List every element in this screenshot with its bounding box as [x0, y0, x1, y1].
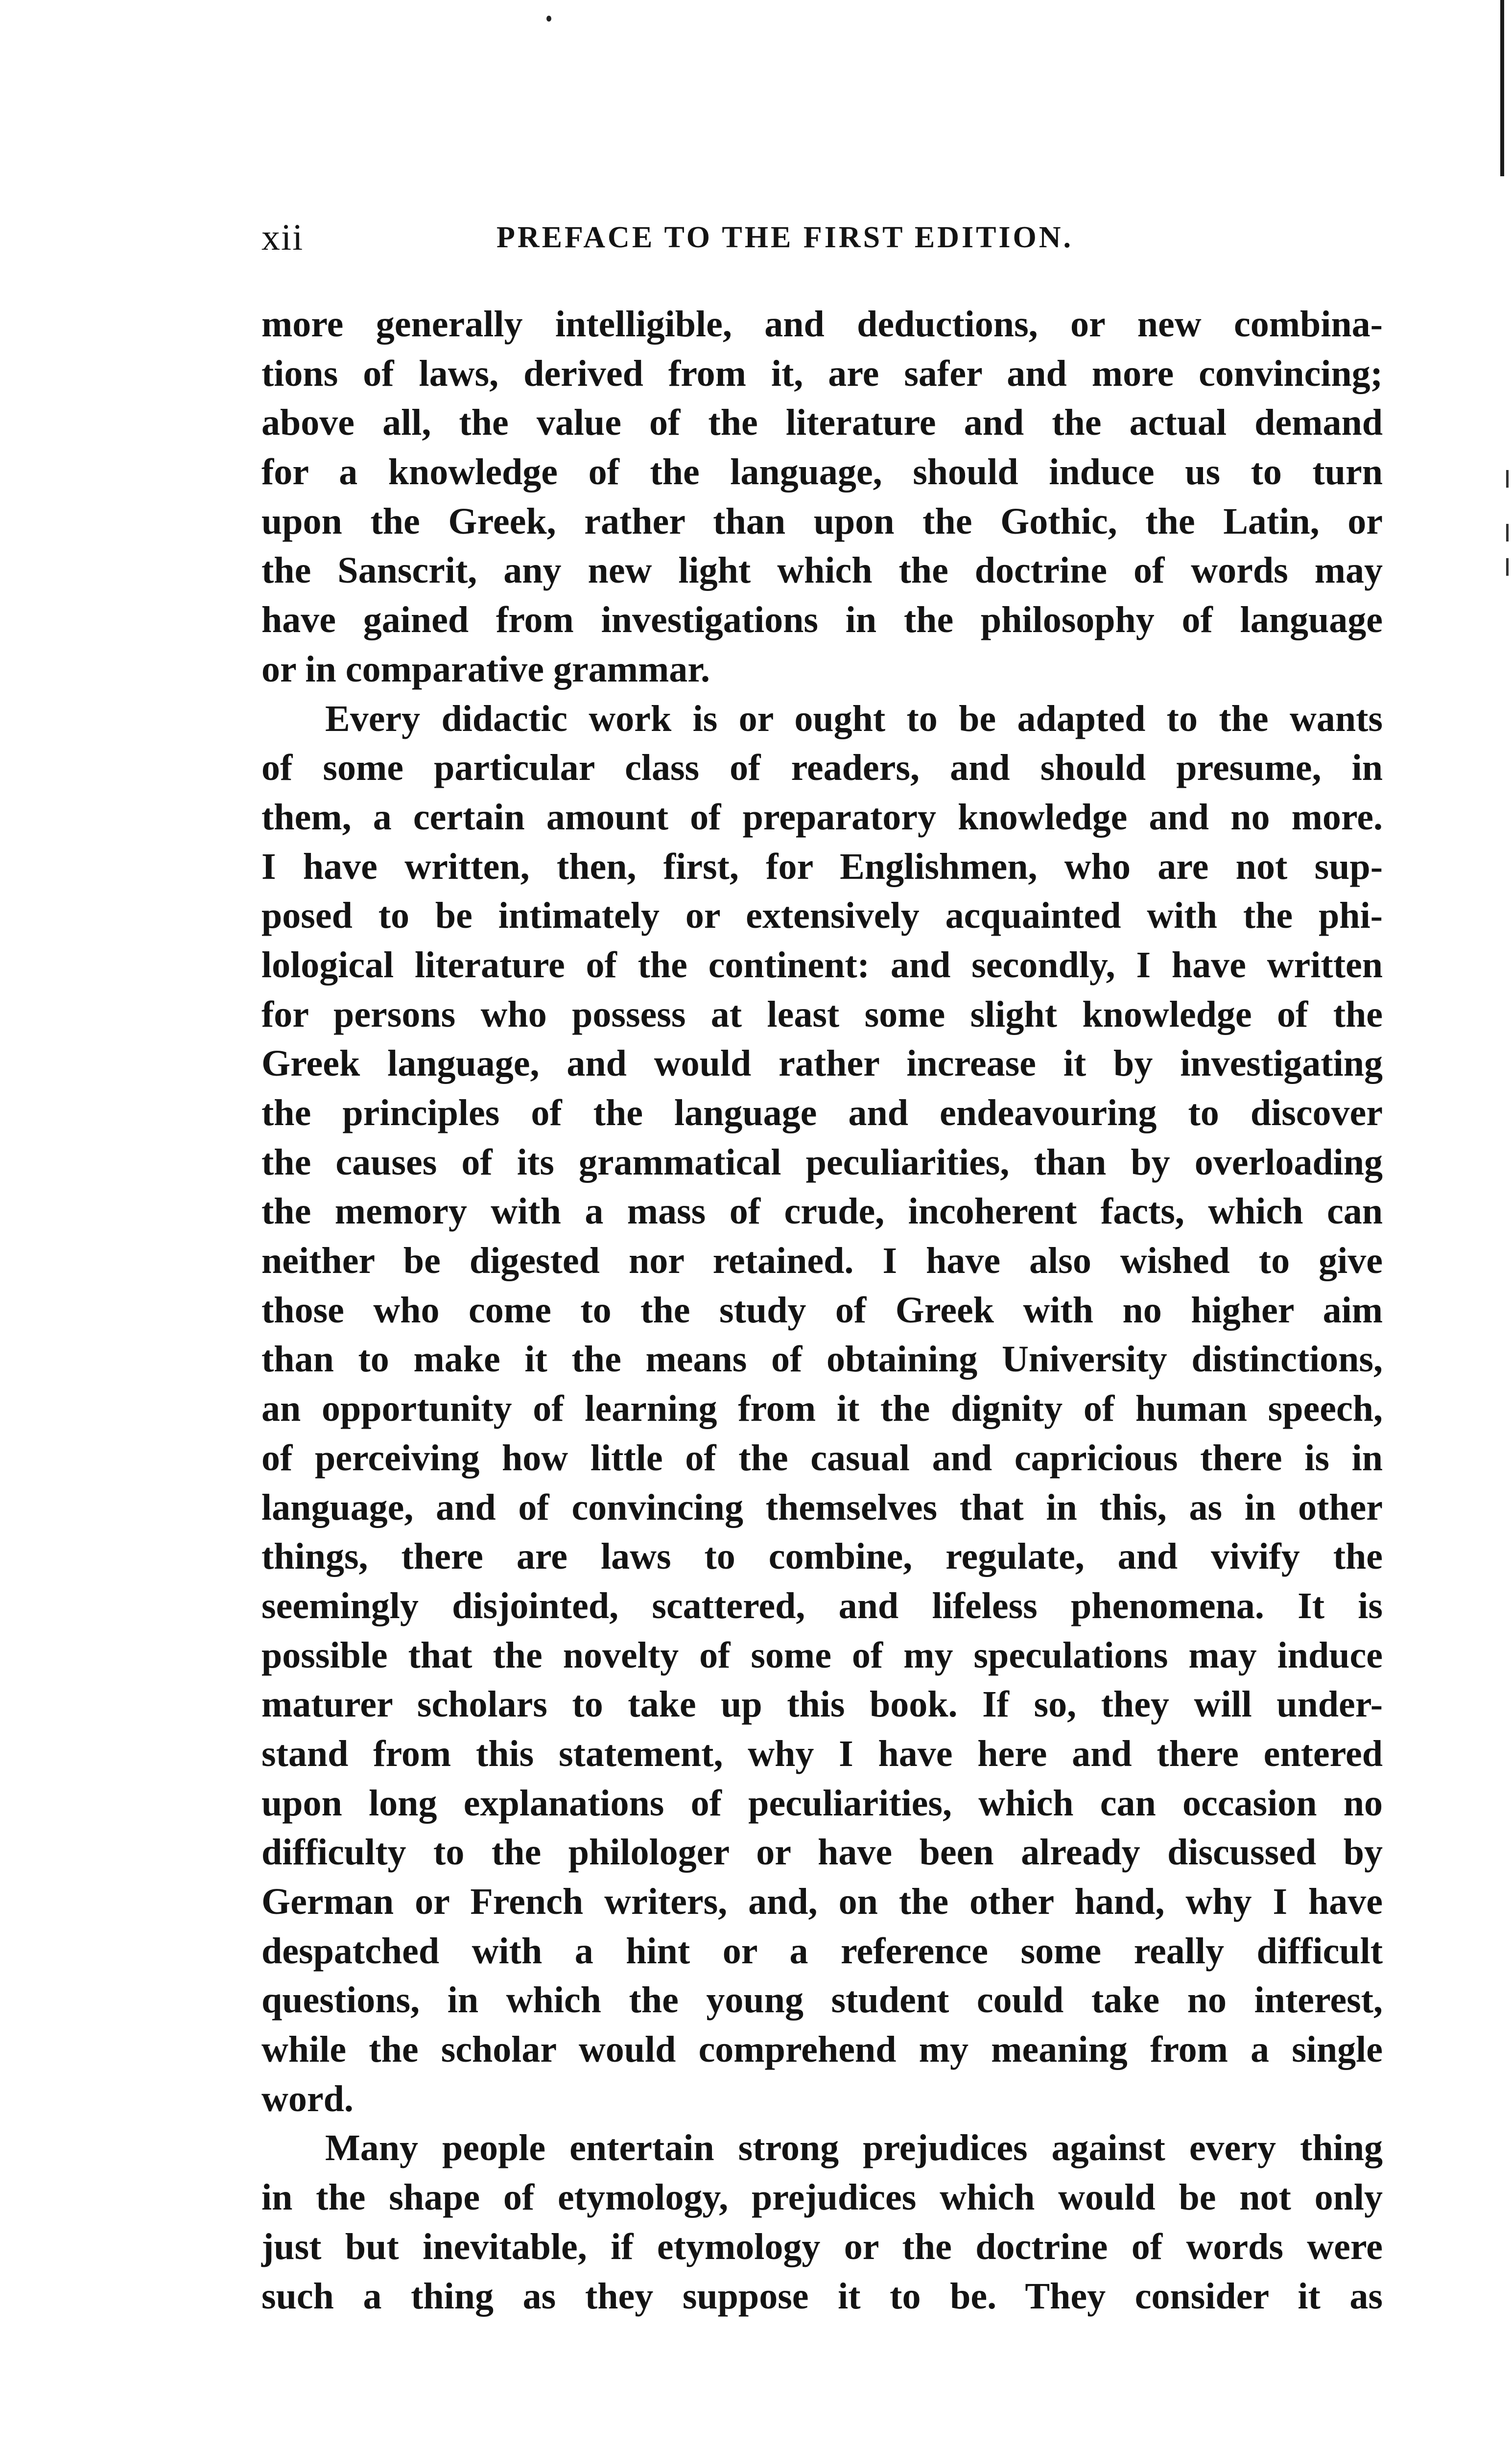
text-line: of perceiving how little of the casual and capricious there is in	[261, 1437, 1383, 1479]
page-edge-mark	[1506, 558, 1509, 576]
text-line: such a thing as they suppose it to be. They consider it as	[261, 2275, 1383, 2317]
page-edge-shadow	[1500, 0, 1504, 176]
text-line: posed to be intimately or extensively acquainted with the phi-	[261, 895, 1383, 937]
text-line: German or French writers, and, on the other hand, why I have	[261, 1881, 1383, 1922]
text-line: tions of laws, derived from it, are safer and more convincing;	[261, 353, 1383, 394]
text-line: while the scholar would comprehend my meaning from a single	[261, 2029, 1383, 2071]
page-number: xii	[261, 217, 304, 258]
text-line: than to make it the means of obtaining University distinctions,	[261, 1339, 1383, 1380]
text-line: difficulty to the philologer or have been already discussed by	[261, 1832, 1383, 1873]
text-line: the causes of its grammatical peculiarities, than by overloading	[261, 1141, 1383, 1183]
text-line: Every didactic work is or ought to be adapted to the wants	[325, 698, 1383, 739]
text-line: for persons who possess at least some slight knowledge of the	[261, 993, 1383, 1035]
text-line: them, a certain amount of preparatory knowledge and no more.	[261, 796, 1383, 838]
text-line: have gained from investigations in the philosophy of language	[261, 599, 1383, 641]
text-line: more generally intelligible, and deductions, or new combina-	[261, 304, 1383, 345]
running-title: PREFACE TO THE FIRST EDITION.	[496, 221, 1074, 254]
text-line: those who come to the study of Greek with no higher aim	[261, 1289, 1383, 1331]
text-line: just but inevitable, if etymology or the doctrine of words were	[261, 2226, 1383, 2267]
text-line: language, and of convincing themselves that in this, as in other	[261, 1486, 1383, 1528]
text-line: of some particular class of readers, and should presume, in	[261, 747, 1383, 789]
text-line: word.	[261, 2078, 354, 2119]
text-line: lological literature of the continent: and secondly, I have written	[261, 944, 1383, 986]
text-line: questions, in which the young student could take no interest,	[261, 1979, 1383, 2021]
text-line: despatched with a hint or a reference some really difficult	[261, 1930, 1383, 1972]
text-line: upon the Greek, rather than upon the Gothic, the Latin, or	[261, 500, 1383, 542]
text-line: the principles of the language and endeavouring to discover	[261, 1092, 1383, 1133]
text-line: Greek language, and would rather increase it by investigating	[261, 1043, 1383, 1084]
text-line: upon long explanations of peculiarities, which can occasion no	[261, 1782, 1383, 1824]
text-line: neither be digested nor retained. I have also wished to give	[261, 1240, 1383, 1282]
text-line: Many people entertain strong prejudices against every thing	[325, 2127, 1383, 2169]
page-edge-mark	[1506, 470, 1509, 488]
text-line: above all, the value of the literature and the actual demand	[261, 402, 1383, 444]
text-line: in the shape of etymology, prejudices which would be not only	[261, 2177, 1383, 2218]
text-line: or in comparative grammar.	[261, 648, 710, 690]
text-line: the Sanscrit, any new light which the doctrine of words may	[261, 550, 1383, 591]
text-line: the memory with a mass of crude, incoherent facts, which can	[261, 1191, 1383, 1232]
text-line: things, there are laws to combine, regulate, and vivify the	[261, 1536, 1383, 1577]
text-line: possible that the novelty of some of my speculations may induce	[261, 1634, 1383, 1676]
ink-speck	[546, 16, 551, 22]
page-edge-mark	[1506, 524, 1509, 541]
text-line: for a knowledge of the language, should induce us to turn	[261, 451, 1383, 493]
text-line: maturer scholars to take up this book. If so, they will under-	[261, 1684, 1383, 1725]
text-line: an opportunity of learning from it the dignity of human speech,	[261, 1388, 1383, 1430]
running-header	[261, 215, 1388, 259]
body-text	[261, 300, 1383, 2321]
text-line: seemingly disjointed, scattered, and lifeless phenomena. It is	[261, 1585, 1383, 1626]
text-line: stand from this statement, why I have here and there entered	[261, 1733, 1383, 1774]
text-line: I have written, then, first, for Englishmen, who are not sup-	[261, 846, 1383, 887]
